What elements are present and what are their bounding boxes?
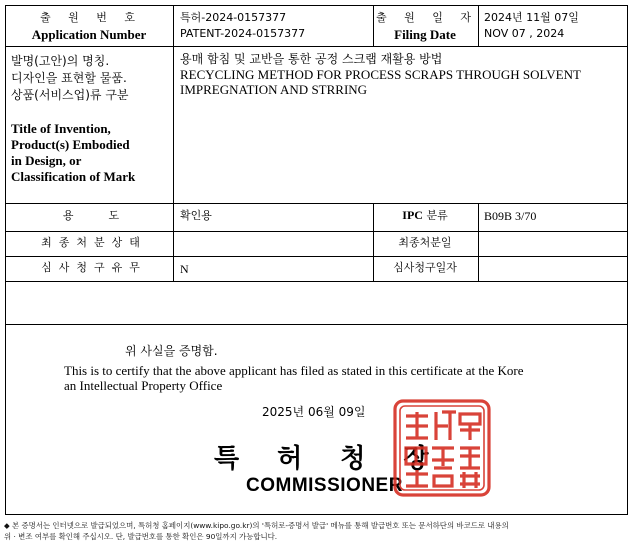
- exam-request-label: 심사청구유무: [41, 261, 147, 274]
- divider: [6, 281, 627, 282]
- issuer-org-kr: 특허청장: [214, 444, 467, 474]
- official-seal-stamp: [392, 398, 492, 498]
- use-label: 용 도: [62, 209, 120, 222]
- divider: [6, 324, 627, 325]
- title-label-kr-1: 발명(고안)의 명칭.: [11, 54, 110, 68]
- footer-line-2: 위 · 변조 여부를 확인해 주십시오. 단, 발급번호를 통한 확인은 90일까지 가능합니다.: [4, 532, 278, 541]
- divider: [6, 203, 627, 204]
- divider: [6, 231, 627, 232]
- certify-intro: 위 사실을 증명함.: [125, 344, 218, 358]
- final-date-label: 최종처분일: [398, 236, 452, 249]
- title-label-en-2: Product(s) Embodied: [11, 137, 130, 152]
- footer-notice: [4, 520, 636, 542]
- application-number-en: PATENT-2024-0157377: [180, 27, 306, 40]
- final-status-label: 최종처분상태: [41, 236, 147, 249]
- invention-title-en-2: IMPREGNATION AND STRRING: [180, 82, 368, 97]
- application-number-kr: 특허-2024-0157377: [180, 11, 287, 24]
- commissioner-title: COMMISSIONER: [246, 475, 403, 496]
- footer-line-1: ◆ 본 증명서는 인터넷으로 발급되었으며, 특허청 홈페이지(www.kipo.go.kr)의 '특허로-증명서 발급' 메뉴를 통해 발급번호 또는 문서하단의 바코드로 내용의: [4, 521, 509, 530]
- ipc-label-en: IPC: [402, 208, 423, 222]
- filing-date-label-en: Filing Date: [394, 27, 456, 42]
- divider: [6, 46, 627, 47]
- title-label-en-3: in Design, or: [11, 153, 82, 168]
- use-value: 확인용: [180, 209, 212, 222]
- exam-request-date-label: 심사청구일자: [393, 261, 457, 274]
- title-label-kr-3: 상품(서비스업)류 구분: [11, 88, 129, 102]
- filing-date-label-kr: 출 원 일 자: [376, 11, 478, 24]
- title-label-en-4: Classification of Mark: [11, 169, 136, 184]
- certify-statement-2: an Intellectual Property Office: [64, 378, 223, 393]
- divider: [6, 256, 627, 257]
- invention-title-kr: 용매 함침 및 교반을 통한 공정 스크랩 재활용 방법: [180, 52, 443, 66]
- invention-title-en-1: RECYCLING METHOD FOR PROCESS SCRAPS THROUGH SOLVENT: [180, 67, 581, 82]
- application-number-label-kr: 출 원 번 호: [40, 11, 142, 24]
- title-label-kr-2: 디자인을 표현할 물품.: [11, 71, 127, 85]
- filing-date-en: NOV 07 , 2024: [484, 27, 565, 40]
- filing-date-kr: 2024년 11월 07일: [484, 11, 579, 24]
- divider: [478, 203, 479, 281]
- ipc-label: [373, 208, 477, 223]
- exam-request-value: N: [180, 262, 189, 276]
- certify-statement-1: This is to certify that the above applicant has filed as stated in this certificate at the Kore: [64, 363, 524, 378]
- ipc-label-kr: 분류: [422, 209, 448, 222]
- application-number-label-en: Application Number: [31, 27, 147, 42]
- title-label-en-1: Title of Invention,: [11, 121, 111, 136]
- ipc-value: B09B 3/70: [484, 209, 537, 223]
- issue-date: 2025년 06월 09일: [262, 405, 366, 419]
